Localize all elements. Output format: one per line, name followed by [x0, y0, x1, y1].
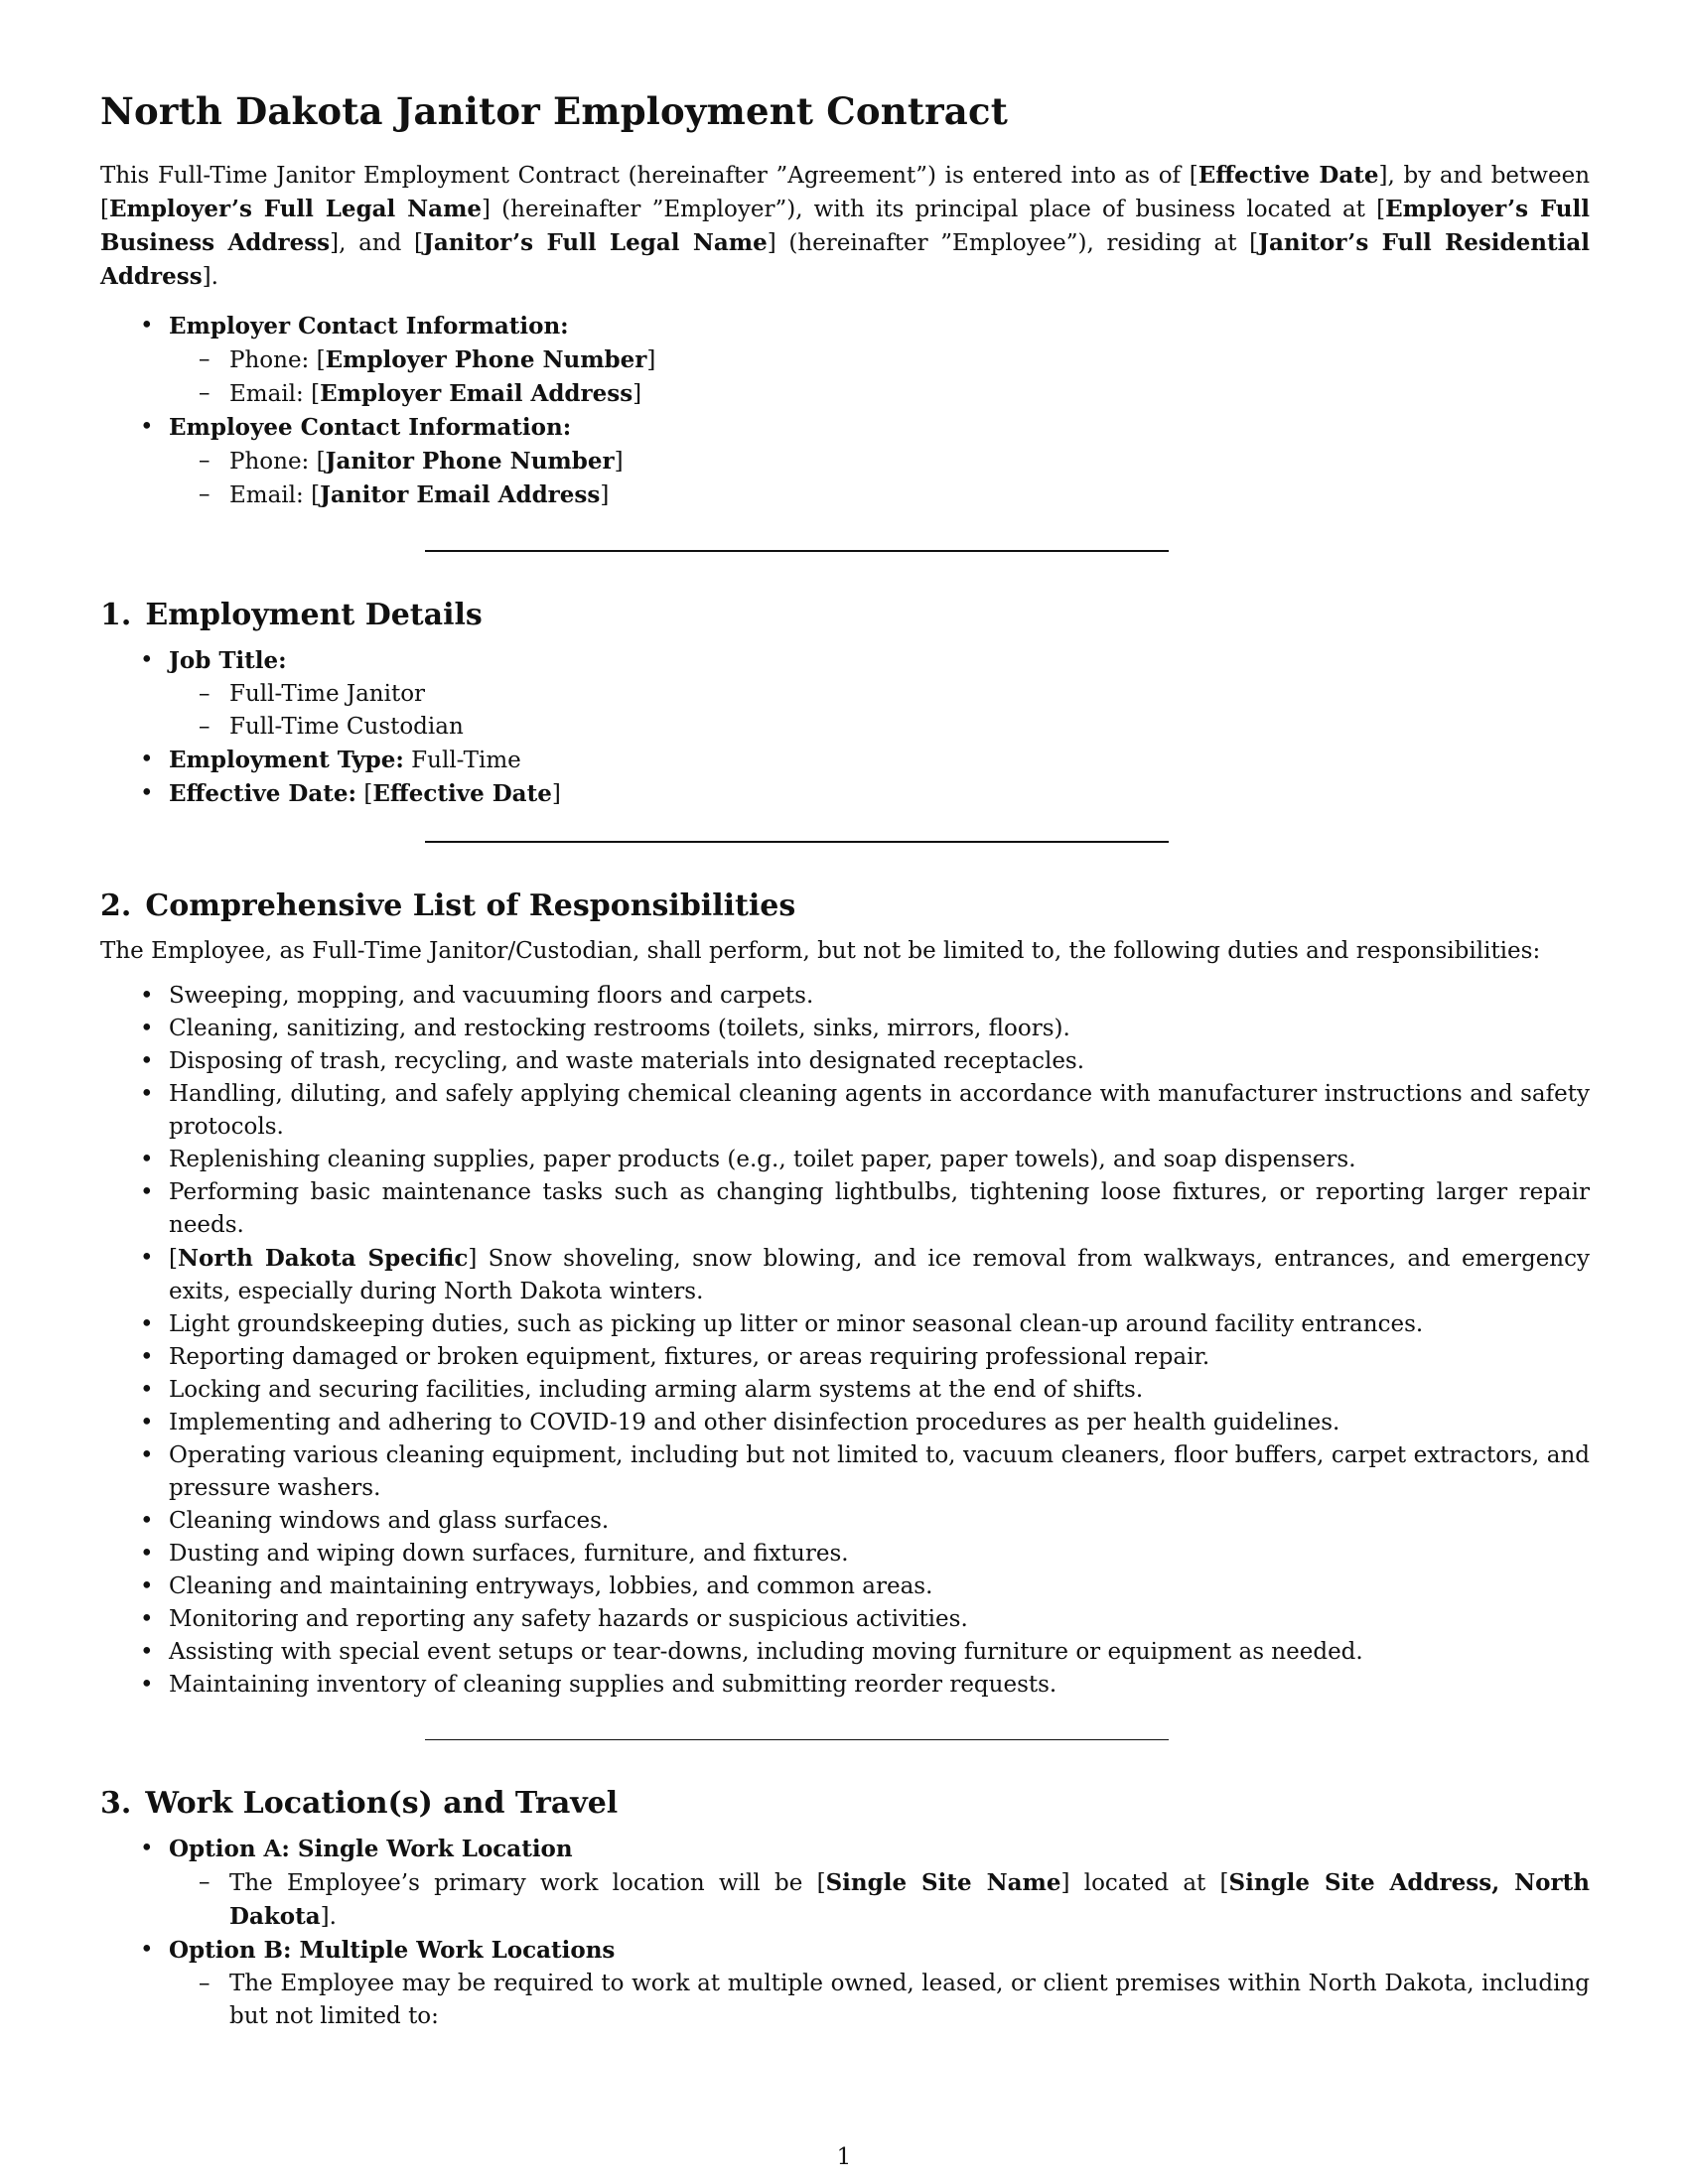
list-item: – Full-Time Custodian: [229, 711, 1590, 744]
intro-text: ] (hereinafter ”Employer”), with its principal place of business located at [: [482, 197, 1386, 222]
list-item: – Phone: [Employer Phone Number]: [229, 343, 1590, 377]
list-item: • Reporting damaged or broken equipment, fixtures, or areas requiring professional repair.: [169, 1341, 1590, 1374]
section-divider: [425, 1739, 1169, 1740]
intro-text: ], by and between [: [100, 163, 1591, 222]
page-number: 1: [836, 2144, 852, 2170]
document-title: North Dakota Janitor Employment Contract: [100, 89, 1008, 133]
list-item: [169, 644, 1590, 744]
list-item: – The Employee may be required to work at multiple owned, leased, or client premises within North Dakota, including but not limited to:: [229, 1968, 1590, 2033]
placeholder-janitor-address: Janitor’s Full Residential Address: [100, 229, 1590, 290]
sub-list: [169, 445, 1590, 512]
placeholder-site-address: Single Site Address, North Dakota: [229, 1869, 1590, 1930]
list-item: [169, 411, 1590, 512]
list-item-text: Snow shoveling, snow blowing, and ice removal from walkways, entrances, and emergency exits, especially during North Dakota winters.: [169, 1246, 1590, 1304]
intro-paragraph: [100, 159, 1590, 294]
list-item: • Effective Date: [Effective Date]: [169, 777, 1590, 811]
list-item: • Replenishing cleaning supplies, paper products (e.g., toilet paper, paper towels), and soap dispensers.: [169, 1144, 1590, 1176]
contact-list: [100, 310, 1590, 512]
sub-list: [169, 343, 1590, 411]
list-item: – Email: [Janitor Email Address]: [229, 478, 1590, 512]
employment-type-value: Full-Time: [403, 748, 521, 773]
list-item: • Implementing and adhering to COVID-19 and other disinfection procedures as per health guidelines.: [169, 1407, 1590, 1439]
intro-text: ], and [: [330, 230, 423, 256]
placeholder-employer-phone: Employer Phone Number: [325, 346, 647, 373]
north-dakota-specific-tag: North Dakota Specific: [177, 1245, 469, 1272]
section-divider: [425, 841, 1169, 843]
effective-date-label: Effective Date:: [169, 780, 357, 807]
section-title: Comprehensive List of Responsibilities: [145, 888, 796, 923]
work-location-list: [100, 1833, 1590, 2033]
section-number: 1.: [100, 598, 132, 632]
employer-contact-label: Employer Contact Information:: [169, 313, 569, 340]
list-item: • Disposing of trash, recycling, and waste materials into designated receptacles.: [169, 1045, 1590, 1078]
list-item: • Cleaning and maintaining entryways, lobbies, and common areas.: [169, 1570, 1590, 1603]
list-item-text: The Employee’s primary work location will be [: [229, 1870, 826, 1896]
section-title: Work Location(s) and Travel: [145, 1786, 619, 1821]
sub-list: [169, 1968, 1590, 2033]
option-a-label: Option A: Single Work Location: [169, 1836, 573, 1862]
list-item: • Monitoring and reporting any safety hazards or suspicious activities.: [169, 1603, 1590, 1636]
list-item: • Locking and securing facilities, including arming alarm systems at the end of shifts.: [169, 1374, 1590, 1407]
intro-text: This Full-Time Janitor Employment Contract (hereinafter ”Agreement”) is entered into as of [: [100, 163, 1198, 189]
list-item: • Operating various cleaning equipment, including but not limited to, vacuum cleaners, floor buffers, carpet extractors, and pressure washers.: [169, 1439, 1590, 1505]
section-divider: [425, 550, 1169, 552]
list-item: • Cleaning, sanitizing, and restocking restrooms (toilets, sinks, mirrors, floors).: [169, 1013, 1590, 1045]
placeholder-janitor-email: Janitor Email Address: [320, 481, 601, 508]
placeholder-effective-date: Effective Date: [372, 780, 552, 807]
list-item: • Cleaning windows and glass surfaces.: [169, 1505, 1590, 1538]
list-item: • Maintaining inventory of cleaning supplies and submitting reorder requests.: [169, 1669, 1590, 1702]
employment-type-label: Employment Type:: [169, 747, 404, 773]
email-label: Email:: [229, 482, 312, 508]
email-label: Email:: [229, 381, 312, 407]
phone-label: Phone:: [229, 449, 317, 475]
list-item-text: ].: [320, 1904, 337, 1930]
list-item: • Assisting with special event setups or tear-downs, including moving furniture or equipment as needed.: [169, 1636, 1590, 1669]
placeholder-effective-date: Effective Date: [1197, 162, 1379, 189]
option-b-label: Option B: Multiple Work Locations: [169, 1937, 616, 1964]
sub-list: [169, 1866, 1590, 1934]
list-item: • Sweeping, mopping, and vacuuming floors and carpets.: [169, 980, 1590, 1013]
list-item: • Handling, diluting, and safely applying chemical cleaning agents in accordance with manufacturer instructions and safety protocols.: [169, 1078, 1590, 1144]
list-item-text: ] located at [: [1060, 1870, 1229, 1896]
list-item: • Light groundskeeping duties, such as picking up litter or minor seasonal clean-up around facility entrances.: [169, 1308, 1590, 1341]
section-number: 2.: [100, 888, 132, 923]
responsibilities-list: [100, 980, 1590, 1702]
list-item: – Phone: [Janitor Phone Number]: [229, 445, 1590, 478]
employee-contact-label: Employee Contact Information:: [169, 414, 572, 441]
list-item: [169, 1833, 1590, 1934]
intro-text: ].: [202, 264, 218, 290]
list-item: • Performing basic maintenance tasks such as changing lightbulbs, tightening loose fixtures, or reporting larger repair needs.: [169, 1176, 1590, 1242]
sub-list: [169, 678, 1590, 744]
section-heading: [100, 888, 1590, 923]
section-intro: The Employee, as Full-Time Janitor/Custodian, shall perform, but not be limited to, the following duties and responsibilities:: [100, 938, 1541, 964]
placeholder-employer-email: Employer Email Address: [320, 380, 633, 407]
list-item: [229, 1866, 1590, 1934]
placeholder-employer-address: Employer’s Full Business Address: [100, 196, 1590, 256]
placeholder-employer-name: Employer’s Full Legal Name: [108, 196, 483, 222]
section-title: Employment Details: [145, 598, 483, 632]
list-item: [169, 744, 1590, 777]
section-heading: [100, 598, 1590, 632]
document-page: [100, 89, 1590, 2033]
intro-text: ] (hereinafter ”Employee”), residing at [: [767, 230, 1259, 256]
section-number: 3.: [100, 1786, 132, 1821]
placeholder-site-name: Single Site Name: [825, 1869, 1061, 1896]
employment-details-list: [100, 644, 1590, 811]
section-heading: [100, 1786, 1590, 1821]
placeholder-janitor-name: Janitor’s Full Legal Name: [422, 229, 768, 256]
list-item: [169, 1934, 1590, 2033]
placeholder-janitor-phone: Janitor Phone Number: [325, 448, 615, 475]
list-item: – Email: [Employer Email Address]: [229, 377, 1590, 411]
list-item: – Full-Time Janitor: [229, 678, 1590, 711]
list-item: • Dusting and wiping down surfaces, furniture, and fixtures.: [169, 1538, 1590, 1570]
phone-label: Phone:: [229, 347, 317, 373]
list-item: [169, 310, 1590, 411]
job-title-label: Job Title:: [169, 647, 287, 674]
list-item: • [North Dakota Specific] Snow shoveling, snow blowing, and ice removal from walkways, entrances, and emergency exits, especially during North Dakota winters.: [169, 1242, 1590, 1308]
